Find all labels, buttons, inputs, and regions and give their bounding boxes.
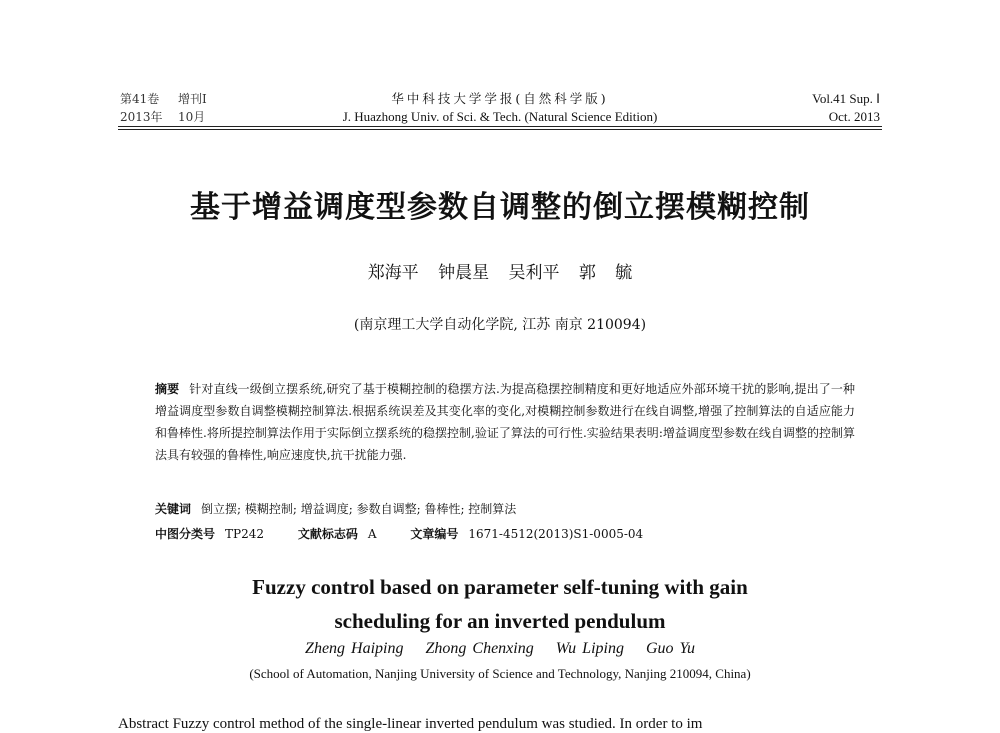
header-rule-top <box>118 126 882 127</box>
title-en-line2: scheduling for an inverted pendulum <box>334 609 666 633</box>
abstract-text: 针对直线一级倒立摆系统,研究了基于模糊控制的稳摆方法.为提高稳摆控制精度和更好地适应外部环境干扰的影响,提出了一种增益调度型参数自调整模糊控制算法.根据系统误差及其变化率的变化,对模糊控制参数进行在线自调整,增强了控制算法的自适应能力和鲁棒性.将所提控制算法作用于实际倒立摆系统的稳摆控制,验证了算法的可行性.实验结果表明:增益调度型参数在线自调整的控制算法具有较强的鲁棒性,响应速度快,抗干扰能力强. <box>155 382 855 462</box>
classification-line <box>155 525 855 543</box>
abstract-en-start: Abstract Fuzzy control method of the single-linear inverted pendulum was studied. In order to im <box>118 716 703 732</box>
header-year: 2013年 <box>120 110 163 124</box>
affiliation-cn: (南京理工大学自动化学院, 江苏 南京 210094) <box>353 317 647 333</box>
authors-en <box>0 640 1000 658</box>
affiliation-en: (School of Automation, Nanjing University of Science and Technology, Nanjing 210094, China) <box>249 666 751 681</box>
doc-code-label: 文献标志码 <box>297 527 358 541</box>
author-cn: 钟晨星 <box>438 263 490 283</box>
journal-name-en: J. Huazhong Univ. of Sci. & Tech. (Natural Science Edition) <box>342 109 658 124</box>
keywords-label: 关键词 <box>155 502 192 516</box>
author-en: Guo Yu <box>645 640 695 657</box>
article-no-label: 文章编号 <box>410 527 459 541</box>
clc-label: 中图分类号 <box>155 527 216 541</box>
abstract-cn <box>155 378 855 466</box>
author-cn: 吴利平 <box>508 263 560 283</box>
author-en: Zheng Haiping <box>305 640 404 657</box>
authors-cn <box>0 258 1000 283</box>
doc-code-value: A <box>367 527 377 541</box>
journal-name-cn: 华中科技大学学报(自然科学版) <box>391 91 609 106</box>
header-supplement: 增刊Ⅰ <box>178 92 207 106</box>
author-en: Zhong Chenxing <box>425 640 534 657</box>
header-month: 10月 <box>178 110 206 124</box>
paper-title-cn: 基于增益调度型参数自调整的倒立摆模糊控制 <box>190 190 810 225</box>
abstract-label: 摘要 <box>155 382 180 396</box>
header-date-en: Oct. 2013 <box>828 109 880 124</box>
header-volume: 第41卷 <box>120 92 160 106</box>
keywords-text: 倒立摆; 模糊控制; 增益调度; 参数自调整; 鲁棒性; 控制算法 <box>201 502 517 516</box>
clc-value: TP242 <box>225 527 264 541</box>
author-en: Wu Liping <box>555 640 624 657</box>
keywords-line <box>155 500 855 518</box>
author-cn: 郑海平 <box>367 263 419 283</box>
title-en-line1: Fuzzy control based on parameter self-tuning with gain <box>252 575 748 599</box>
header-issue-info <box>812 90 880 126</box>
header-rule-bottom <box>118 129 882 130</box>
header-vol-en: Vol.41 Sup. Ⅰ <box>812 91 880 106</box>
author-cn: 郭 毓 <box>578 263 633 283</box>
article-no-value: 1671-4512(2013)S1-0005-04 <box>468 527 644 541</box>
paper-title-en <box>0 570 1000 638</box>
